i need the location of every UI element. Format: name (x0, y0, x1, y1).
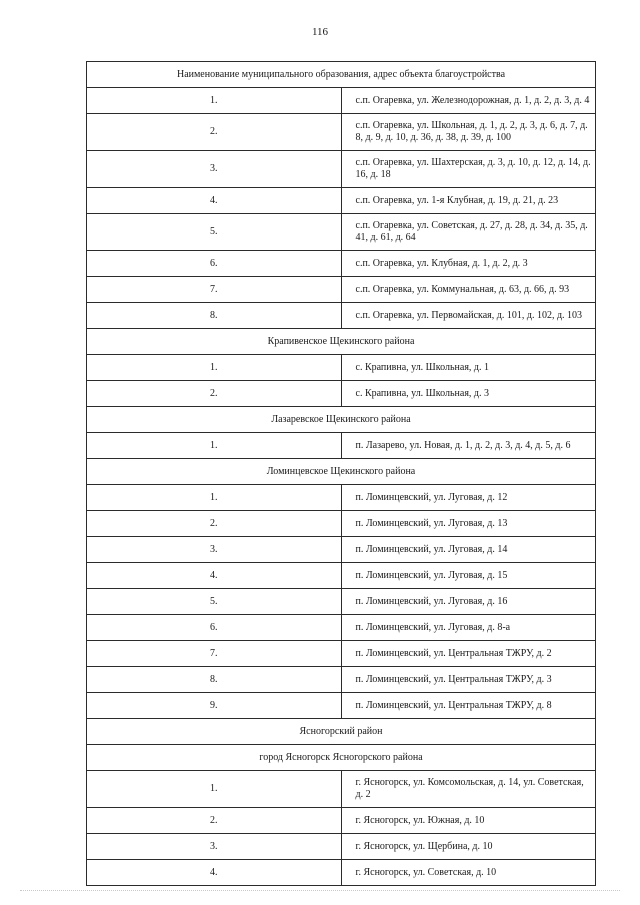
row-number: 5. (87, 589, 342, 615)
scan-artifact-line (20, 890, 620, 893)
address-cell: с.п. Огаревка, ул. Советская, д. 27, д. 28, д. 34, д. 35, д. 41, д. 61, д. 64 (341, 214, 596, 251)
row-number: 8. (87, 303, 342, 329)
table-row (87, 381, 596, 407)
table-row (87, 860, 596, 886)
table-header-row (87, 62, 596, 88)
table-row (87, 355, 596, 381)
row-number: 4. (87, 563, 342, 589)
row-number: 9. (87, 693, 342, 719)
table-row (87, 834, 596, 860)
address-cell: с. Крапивна, ул. Школьная, д. 3 (341, 381, 596, 407)
table-row (87, 114, 596, 151)
row-number: 4. (87, 188, 342, 214)
address-cell: г. Ясногорск, ул. Советская, д. 10 (341, 860, 596, 886)
address-cell: г. Ясногорск, ул. Комсомольская, д. 14, ул. Советская, д. 2 (341, 771, 596, 808)
address-cell: п. Ломинцевский, ул. Центральная ТЖРУ, д. 8 (341, 693, 596, 719)
address-cell: п. Ломинцевский, ул. Луговая, д. 14 (341, 537, 596, 563)
row-number: 6. (87, 615, 342, 641)
section-row (87, 329, 596, 355)
table-row (87, 433, 596, 459)
row-number: 2. (87, 114, 342, 151)
table-row (87, 771, 596, 808)
row-number: 2. (87, 808, 342, 834)
row-number: 2. (87, 381, 342, 407)
row-number: 1. (87, 355, 342, 381)
table-row (87, 808, 596, 834)
address-cell: п. Лазарево, ул. Новая, д. 1, д. 2, д. 3, д. 4, д. 5, д. 6 (341, 433, 596, 459)
row-number: 1. (87, 771, 342, 808)
table-row (87, 537, 596, 563)
table-row (87, 214, 596, 251)
address-cell: с.п. Огаревка, ул. 1-я Клубная, д. 19, д. 21, д. 23 (341, 188, 596, 214)
row-number: 7. (87, 641, 342, 667)
row-number: 3. (87, 834, 342, 860)
address-cell: с. Крапивна, ул. Школьная, д. 1 (341, 355, 596, 381)
section-row (87, 459, 596, 485)
row-number: 1. (87, 88, 342, 114)
page-number: 116 (311, 26, 329, 38)
row-number: 1. (87, 433, 342, 459)
section-title: Ясногорский район (87, 719, 596, 745)
address-cell: п. Ломинцевский, ул. Луговая, д. 16 (341, 589, 596, 615)
row-number: 4. (87, 860, 342, 886)
row-number: 7. (87, 277, 342, 303)
address-cell: с.п. Огаревка, ул. Клубная, д. 1, д. 2, д. 3 (341, 251, 596, 277)
section-row (87, 719, 596, 745)
address-cell: г. Ясногорск, ул. Щербина, д. 10 (341, 834, 596, 860)
row-number: 2. (87, 511, 342, 537)
address-cell: с.п. Огаревка, ул. Шахтерская, д. 3, д. 10, д. 12, д. 14, д. 16, д. 18 (341, 151, 596, 188)
section-title: Лазаревское Щекинского района (87, 407, 596, 433)
address-cell: с.п. Огаревка, ул. Коммунальная, д. 63, д. 66, д. 93 (341, 277, 596, 303)
address-cell: с.п. Огаревка, ул. Первомайская, д. 101, д. 102, д. 103 (341, 303, 596, 329)
row-number: 8. (87, 667, 342, 693)
address-cell: п. Ломинцевский, ул. Луговая, д. 15 (341, 563, 596, 589)
table-header-cell: Наименование муниципального образования, адрес объекта благоустройства (87, 62, 596, 88)
address-cell: с.п. Огаревка, ул. Школьная, д. 1, д. 2, д. 3, д. 6, д. 7, д. 8, д. 9, д. 10, д. 36, д. 38, д. 39, д. 100 (341, 114, 596, 151)
address-cell: п. Ломинцевский, ул. Центральная ТЖРУ, д. 3 (341, 667, 596, 693)
table-row (87, 615, 596, 641)
section-row (87, 407, 596, 433)
improvement-objects-table (86, 61, 596, 886)
table-row (87, 641, 596, 667)
table-row (87, 511, 596, 537)
row-number: 5. (87, 214, 342, 251)
section-title: Крапивенское Щекинского района (87, 329, 596, 355)
table-row (87, 563, 596, 589)
row-number: 3. (87, 537, 342, 563)
section-row (87, 745, 596, 771)
table-row (87, 188, 596, 214)
address-cell: г. Ясногорск, ул. Южная, д. 10 (341, 808, 596, 834)
table-row (87, 589, 596, 615)
table-body (87, 62, 596, 886)
table-row (87, 88, 596, 114)
section-title: город Ясногорск Ясногорского района (87, 745, 596, 771)
table-row (87, 485, 596, 511)
row-number: 3. (87, 151, 342, 188)
table-row (87, 251, 596, 277)
table-row (87, 277, 596, 303)
section-title: Ломинцевское Щекинского района (87, 459, 596, 485)
table-row (87, 667, 596, 693)
table-row (87, 693, 596, 719)
table-row (87, 303, 596, 329)
address-cell: с.п. Огаревка, ул. Железнодорожная, д. 1, д. 2, д. 3, д. 4 (341, 88, 596, 114)
address-cell: п. Ломинцевский, ул. Луговая, д. 13 (341, 511, 596, 537)
table-row (87, 151, 596, 188)
address-cell: п. Ломинцевский, ул. Луговая, д. 12 (341, 485, 596, 511)
row-number: 1. (87, 485, 342, 511)
address-cell: п. Ломинцевский, ул. Центральная ТЖРУ, д. 2 (341, 641, 596, 667)
row-number: 6. (87, 251, 342, 277)
address-cell: п. Ломинцевский, ул. Луговая, д. 8-а (341, 615, 596, 641)
